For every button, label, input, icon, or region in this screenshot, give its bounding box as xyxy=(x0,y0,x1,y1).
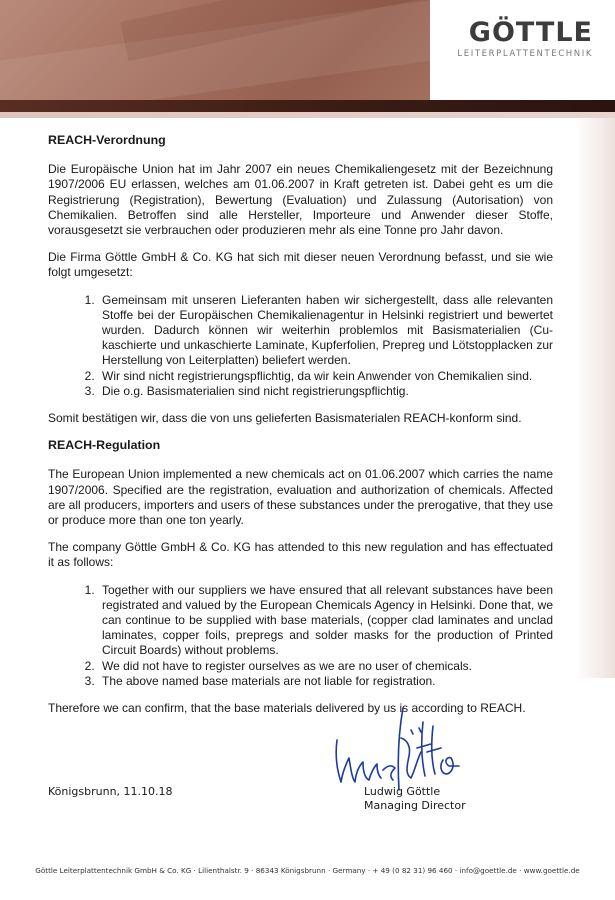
header-band-light xyxy=(0,112,615,118)
side-decoration xyxy=(575,118,615,678)
german-closing: Somit bestätigen wir, dass die von uns gelieferten Basismaterialen REACH-konform sind. xyxy=(48,411,522,426)
header-band xyxy=(0,100,615,112)
signer-block xyxy=(364,785,466,813)
logo-subtitle: LEITERPLATTENTECHNIK xyxy=(457,49,593,59)
english-list-item: 3. The above named base materials are not liable for registration. xyxy=(98,674,553,689)
letter-body xyxy=(48,133,553,728)
german-heading: REACH-Verordnung xyxy=(48,133,166,147)
logo-wordmark: GÖTTLE xyxy=(468,17,593,48)
english-heading: REACH-Regulation xyxy=(48,438,161,453)
english-paragraph-2: The company Göttle GmbH & Co. KG has attended to this new regulation and has effectuated it as follows: xyxy=(48,540,553,570)
place-and-date: Königsbrunn, 11.10.18 xyxy=(48,785,173,798)
german-list-item: 2. Wir sind nicht registrierungspflichtig, da wir kein Anwender von Chemikalien sind. xyxy=(98,369,553,384)
english-list-item: 1. Together with our suppliers we have ensured that all relevant substances have been registrated and valued by the European Chemicals Agency in Helsinki. Done that, we can continue to be supplied with base materials, (copper clad laminates and unclad laminates, copper foils, prepregs and solder masks for the production of Printed Circuit Boards) without problems. xyxy=(98,583,553,659)
signer-name: Ludwig Göttle xyxy=(364,785,441,798)
english-closing: Therefore we can confirm, that the base materials delivered by us is according to REACH. xyxy=(48,701,526,716)
signer-title: Managing Director xyxy=(364,799,466,812)
german-list-item: 3. Die o.g. Basismaterialien sind nicht registrierungspflichtig. xyxy=(98,384,553,399)
header-photo xyxy=(0,0,430,100)
handwritten-signature xyxy=(325,700,465,795)
english-list-item: 2. We did not have to register ourselves as we are no user of chemicals. xyxy=(98,659,553,674)
footer-address: Göttle Leiterplattentechnik GmbH & Co. KG · Lilienthalstr. 9 · 86343 Königsbrunn · Germany · + 49 (0 82 31) 96 460 · info@goettle.de · www.goettle.de xyxy=(35,866,580,875)
company-logo xyxy=(443,18,593,59)
german-list-item: 1. Gemeinsam mit unseren Lieferanten haben wir sichergestellt, dass alle relevanten Stoffe bei der Europäischen Chemikalienagentur in Helsinki registriert und bewertet wurden. Dadurch können wir weiterhin problemlos mit Basismaterialien (Cu-kaschierte und unkaschierte Laminate, Kupferfolien, Prepreg und Lötstopplacken zur Herstellung von Leiterplatten) beliefert werden. xyxy=(98,293,553,369)
english-list xyxy=(48,583,553,689)
english-paragraph-1: The European Union implemented a new chemicals act on 01.06.2007 which carries the name 1907/2006. Specified are the registration, evaluation and authorization of chemicals. Affected are all producers, importers and users of these substances under the prerogative, that they use or produce more than one ton yearly. xyxy=(48,467,553,528)
german-paragraph-1: Die Europäische Union hat im Jahr 2007 ein neues Chemikaliengesetz mit der Bezeichnung 1907/2006 EU erlassen, welches am 01.06.2007 in Kraft getreten ist. Dabei geht es um die Registrierung (Registration), Bewertung (Evaluation) und Zulassung (Autorisation) von Chemikalien. Betroffen sind alle Hersteller, Importeure und Anwender dieser Stoffe, vorausgesetzt sie verbrauchen oder produzieren mehr als eine Tonne pro Jahr davon. xyxy=(48,162,553,238)
german-paragraph-2: Die Firma Göttle GmbH & Co. KG hat sich mit dieser neuen Verordnung befasst, und sie wie folgt umgesetzt: xyxy=(48,250,553,280)
german-list xyxy=(48,293,553,399)
